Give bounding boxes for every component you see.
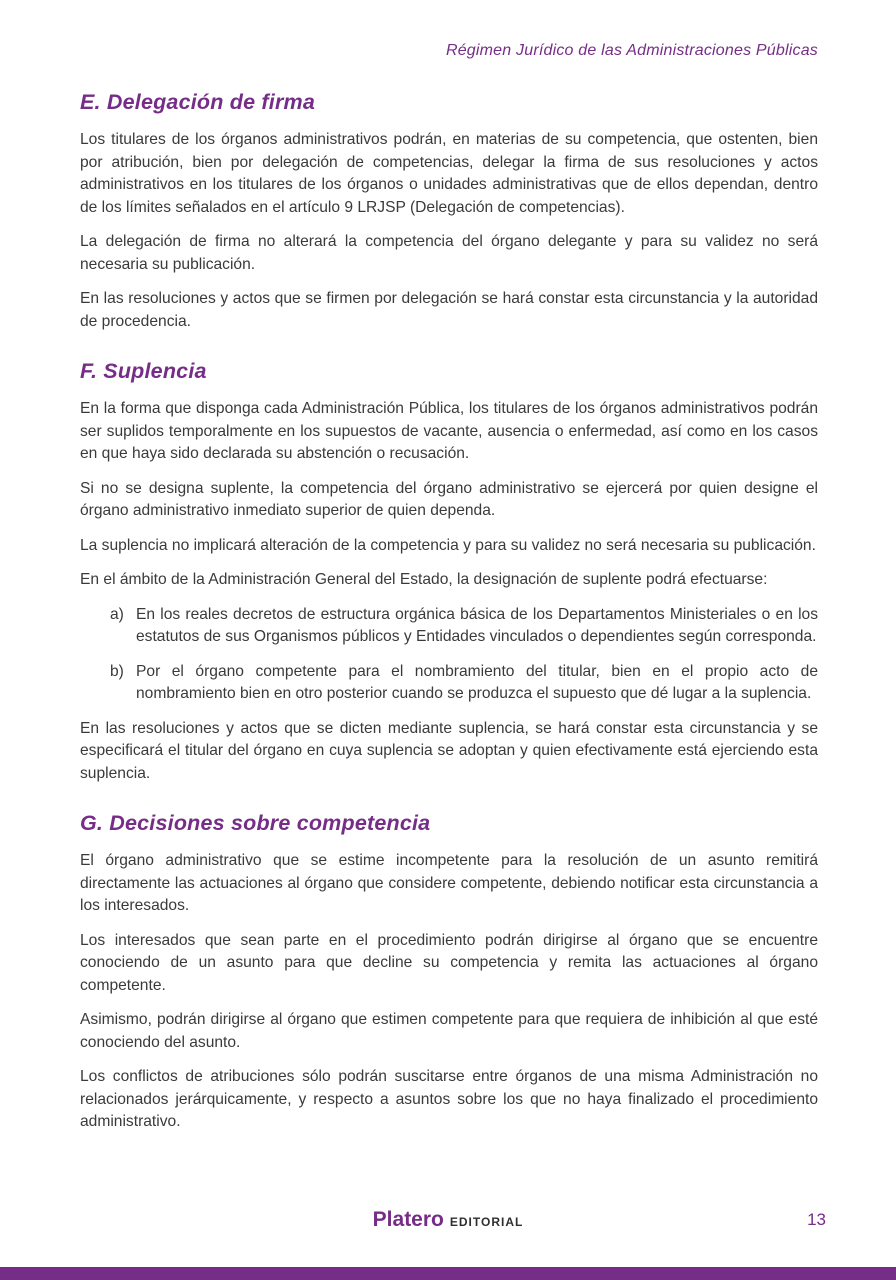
section-delegacion-de-firma <box>80 90 818 333</box>
publisher-brand <box>0 1208 896 1232</box>
paragraph: Si no se designa suplente, la competencia del órgano administrativo se ejercerá por quien designe el órgano administrativo inmediato superior de quien dependa. <box>80 479 818 519</box>
list-item-text: En los reales decretos de estructura orgánica básica de los Departamentos Ministeriales o en los estatutos de sus Organismos públicos y Entidades vinculados o dependientes según corresponda. <box>136 605 818 645</box>
page-content <box>80 90 818 1134</box>
section-heading: G. Decisiones sobre competencia <box>80 811 431 835</box>
bottom-accent-bar <box>0 1267 896 1280</box>
paragraph: Asimismo, podrán dirigirse al órgano que estimen competente para que requiera de inhibición al que esté conociendo del asunto. <box>80 1011 818 1051</box>
paragraph: Los conflictos de atribuciones sólo podrán suscitarse entre órganos de una misma Administración no relacionados jerárquicamente, y respecto a asuntos sobre los que no haya finalizado el procedimiento administrativo. <box>80 1068 818 1130</box>
section-heading: F. Suplencia <box>80 359 207 383</box>
paragraph: La suplencia no implicará alteración de la competencia y para su validez no será necesaria su publicación. <box>80 536 816 554</box>
paragraph: La delegación de firma no alterará la competencia del órgano delegante y para su validez no será necesaria su publicación. <box>80 233 818 273</box>
list-item-text: Por el órgano competente para el nombramiento del titular, bien en el propio acto de nombramiento bien en otro posterior cuando se produzca el supuesto que dé lugar a la suplencia. <box>136 662 818 702</box>
list-item <box>80 604 818 649</box>
publisher-name: Platero <box>372 1208 444 1231</box>
section-suplencia <box>80 359 818 785</box>
lettered-list <box>80 604 818 706</box>
page-header <box>80 42 818 60</box>
paragraph: En las resoluciones y actos que se firmen por delegación se hará constar esta circunstancia y la autoridad de procedencia. <box>80 290 818 330</box>
list-marker: a) <box>110 605 124 623</box>
publisher-suffix: EDITORIAL <box>449 1215 524 1229</box>
running-title: Régimen Jurídico de las Administraciones Públicas <box>445 42 818 59</box>
page-number: 13 <box>807 1210 826 1229</box>
section-decisiones-sobre-competencia <box>80 811 818 1134</box>
paragraph: En las resoluciones y actos que se dicten mediante suplencia, se hará constar esta circunstancia y se especificará el titular del órgano en cuya suplencia se adoptan y quien efectivamente está ejerciendo esta suplencia. <box>80 719 818 782</box>
paragraph: En el ámbito de la Administración General del Estado, la designación de suplente podrá efectuarse: <box>80 571 768 588</box>
page-footer <box>0 1208 896 1236</box>
paragraph: Los interesados que sean parte en el procedimiento podrán dirigirse al órgano que se encuentre conociendo de un asunto para que decline su competencia y remita las actuaciones al órgano competente. <box>80 931 818 994</box>
paragraph: En la forma que disponga cada Administración Pública, los titulares de los órganos administrativos podrán ser suplidos temporalmente en los supuestos de vacante, ausencia o enfermedad, así como en los casos en que haya sido declarada su abstención o recusación. <box>80 400 818 462</box>
section-heading: E. Delegación de firma <box>80 90 316 114</box>
paragraph: Los titulares de los órganos administrativos podrán, en materias de su competencia, que ostenten, bien por atribución, bien por delegación de competencias, delegar la firma de sus resoluciones y actos administrativos en los titulares de los órganos o unidades administrativas que de ellos dependan, dentro de los límites señalados en el artículo 9 LRJSP (Delegación de competencias). <box>80 131 818 216</box>
paragraph: El órgano administrativo que se estime incompetente para la resolución de un asunto remitirá directamente las actuaciones al órgano que considere competente, debiendo notificar esta circunstancia a los interesados. <box>80 852 818 914</box>
list-marker: b) <box>110 662 124 680</box>
list-item <box>80 661 818 706</box>
